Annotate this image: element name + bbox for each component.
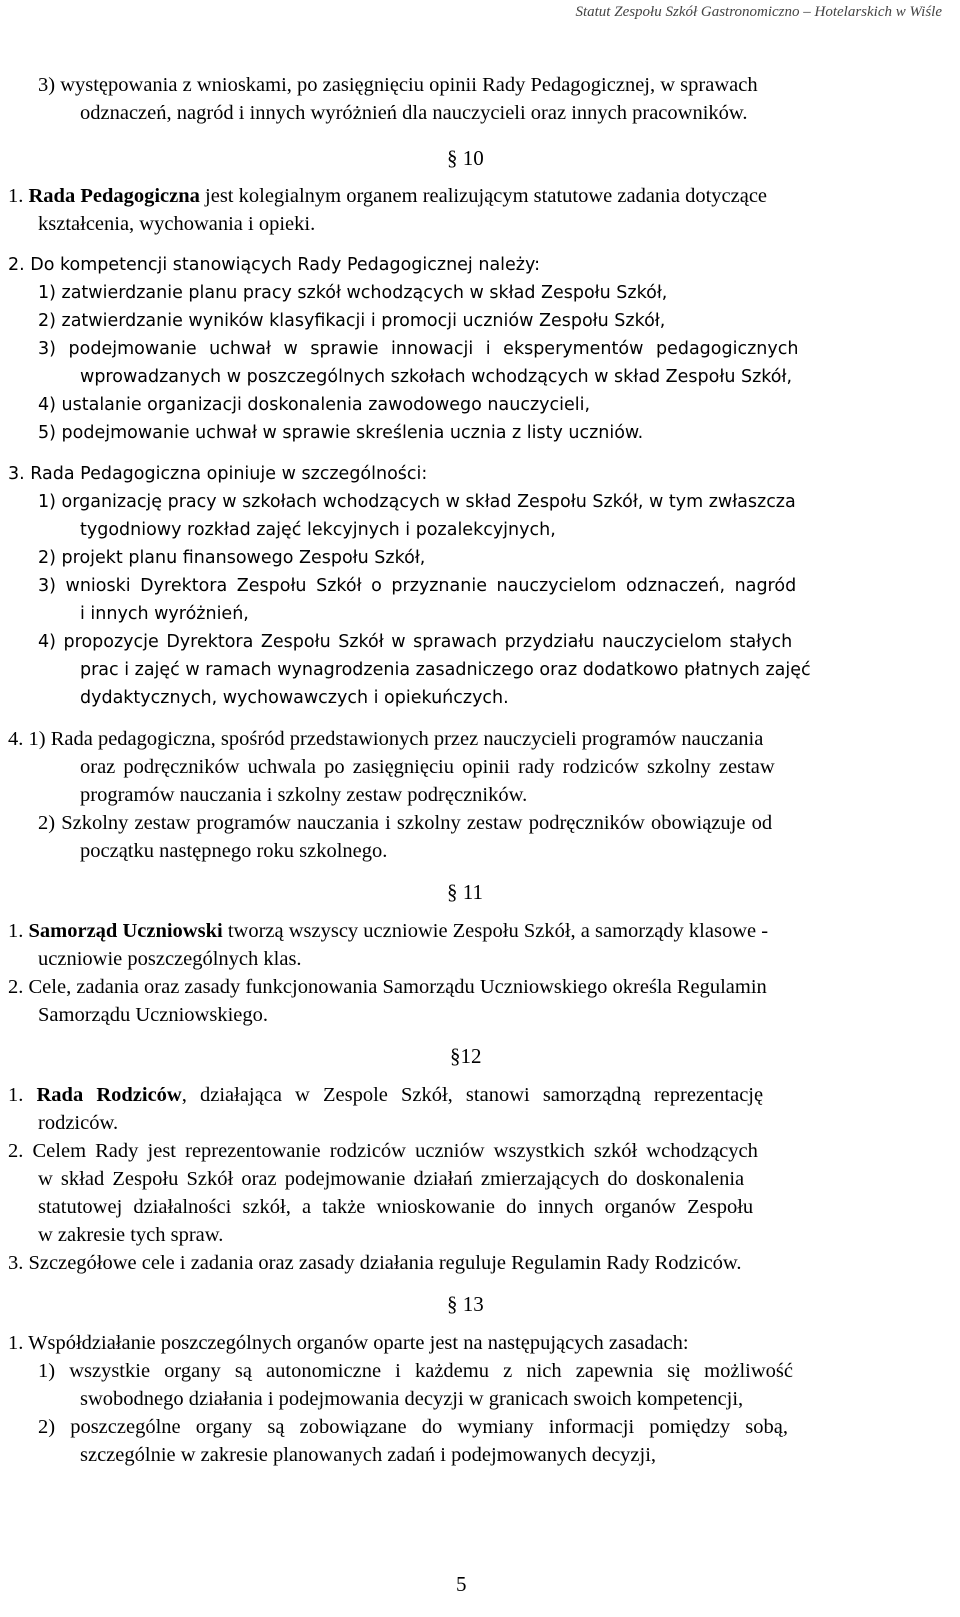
section-heading: § 10 <box>447 146 484 170</box>
bold-term: Samorząd Uczniowski <box>28 920 223 942</box>
section-heading: § 11 <box>447 880 483 904</box>
paragraph-line <box>8 183 767 209</box>
list-item: 3) wnioski Dyrektora Zespołu Szkół o przyznanie nauczycielom odznaczeń, nagród <box>38 576 797 596</box>
item-number: 1. <box>8 1084 24 1106</box>
paragraph-line: 1. Współdziałanie poszczególnych organów oparte jest na następujących zasadach: <box>8 1332 689 1354</box>
list-item: 1) zatwierdzanie planu pracy szkół wchodzących w skład Zespołu Szkół, <box>38 283 668 303</box>
paragraph-line: w skład Zespołu Szkół oraz podejmowanie działań zmierzających do doskonalenia <box>38 1168 745 1190</box>
paragraph-text: , działająca w Zespole Szkół, stanowi samorządną reprezentację <box>181 1084 764 1106</box>
list-item: szczególnie w zakresie planowanych zadań i podejmowanych decyzji, <box>80 1444 657 1466</box>
list-item: 4) ustalanie organizacji doskonalenia zawodowego nauczycieli, <box>38 395 591 415</box>
item-number: 1. <box>8 920 24 942</box>
list-item: 1) organizację pracy w szkołach wchodzących w skład Zespołu Szkół, w tym zwłaszcza <box>38 492 796 512</box>
list-item: prac i zajęć w ramach wynagrodzenia zasadniczego oraz dodatkowo płatnych zajęć <box>80 660 811 680</box>
running-header: Statut Zespołu Szkół Gastronomiczno – Hotelarskich w Wiśle <box>575 4 942 20</box>
paragraph-line: statutowej działalności szkół, a także wnioskowanie do innych organów Zespołu <box>38 1196 754 1218</box>
page-number: 5 <box>456 1572 467 1596</box>
paragraph-text: jest kolegialnym organem realizującym statutowe zadania dotyczące <box>205 185 768 207</box>
paragraph-line: 4. 1) Rada pedagogiczna, spośród przedstawionych przez nauczycieli programów nauczania <box>8 728 764 750</box>
bold-term: Rada Rodziców <box>36 1084 182 1106</box>
paragraph-line: rodziców. <box>38 1112 119 1134</box>
list-item: 2) poszczególne organy są zobowiązane do wymiany informacji pomiędzy sobą, <box>38 1416 788 1438</box>
item-number: 1. <box>8 185 24 207</box>
paragraph-line: oraz podręczników uchwala po zasięgnięciu opinii rady rodziców szkolny zestaw <box>80 756 775 778</box>
list-item: 3) podejmowanie uchwał w sprawie innowacji i eksperymentów pedagogicznych <box>38 339 799 359</box>
bold-term: Rada Pedagogiczna <box>28 185 200 207</box>
paragraph-line <box>8 918 768 944</box>
paragraph-line: 2. Do kompetencji stanowiących Rady Pedagogicznej należy: <box>8 255 540 275</box>
list-item: tygodniowy rozkład zajęć lekcyjnych i pozalekcyjnych, <box>80 520 556 540</box>
list-item: 1) wszystkie organy są autonomiczne i każdemu z nich zapewnia się możliwość <box>38 1360 793 1382</box>
list-item: dydaktycznych, wychowawczych i opiekuńczych. <box>80 688 509 708</box>
paragraph-line: 3. Rada Pedagogiczna opiniuje w szczególności: <box>8 464 428 484</box>
list-item: 2) projekt planu finansowego Zespołu Szkół, <box>38 548 426 568</box>
list-item: 5) podejmowanie uchwał w sprawie skreślenia ucznia z listy uczniów. <box>38 423 644 443</box>
paragraph-line: 2. Cele, zadania oraz zasady funkcjonowania Samorządu Uczniowskiego określa Regulamin <box>8 976 767 998</box>
paragraph-line: 3) występowania z wnioskami, po zasięgnięciu opinii Rady Pedagogicznej, w sprawach <box>38 74 758 96</box>
paragraph-line: w zakresie tych spraw. <box>38 1224 224 1246</box>
paragraph-text: tworzą wszyscy uczniowie Zespołu Szkół, a samorządy klasowe - <box>227 920 769 942</box>
paragraph-line: 2) Szkolny zestaw programów nauczania i szkolny zestaw podręczników obowiązuje od <box>38 812 773 834</box>
list-item: swobodnego działania i podejmowania decyzji w granicach swoich kompetencji, <box>80 1388 744 1410</box>
paragraph-line: 2. Celem Rady jest reprezentowanie rodziców uczniów wszystkich szkół wchodzących <box>8 1140 758 1162</box>
paragraph-line: uczniowie poszczególnych klas. <box>38 948 302 970</box>
paragraph-line: początku następnego roku szkolnego. <box>80 840 388 862</box>
list-item: i innych wyróżnień, <box>80 604 249 624</box>
list-item: 2) zatwierdzanie wyników klasyfikacji i promocji uczniów Zespołu Szkół, <box>38 311 666 331</box>
paragraph-line: 3. Szczegółowe cele i zadania oraz zasady działania reguluje Regulamin Rady Rodziców. <box>8 1252 742 1274</box>
section-heading: §12 <box>450 1044 482 1068</box>
list-item: wprowadzanych w poszczególnych szkołach wchodzących w skład Zespołu Szkół, <box>80 367 793 387</box>
paragraph-line: kształcenia, wychowania i opieki. <box>38 213 316 235</box>
list-item: 4) propozycje Dyrektora Zespołu Szkół w sprawach przydziału nauczycielom stałych <box>38 632 793 652</box>
paragraph-line: Samorządu Uczniowskiego. <box>38 1004 268 1026</box>
paragraph-line: programów nauczania i szkolny zestaw podręczników. <box>80 784 528 806</box>
paragraph-line: odznaczeń, nagród i innych wyróżnień dla nauczycieli oraz innych pracowników. <box>80 102 748 124</box>
section-heading: § 13 <box>447 1292 484 1316</box>
paragraph-line <box>8 1082 763 1108</box>
